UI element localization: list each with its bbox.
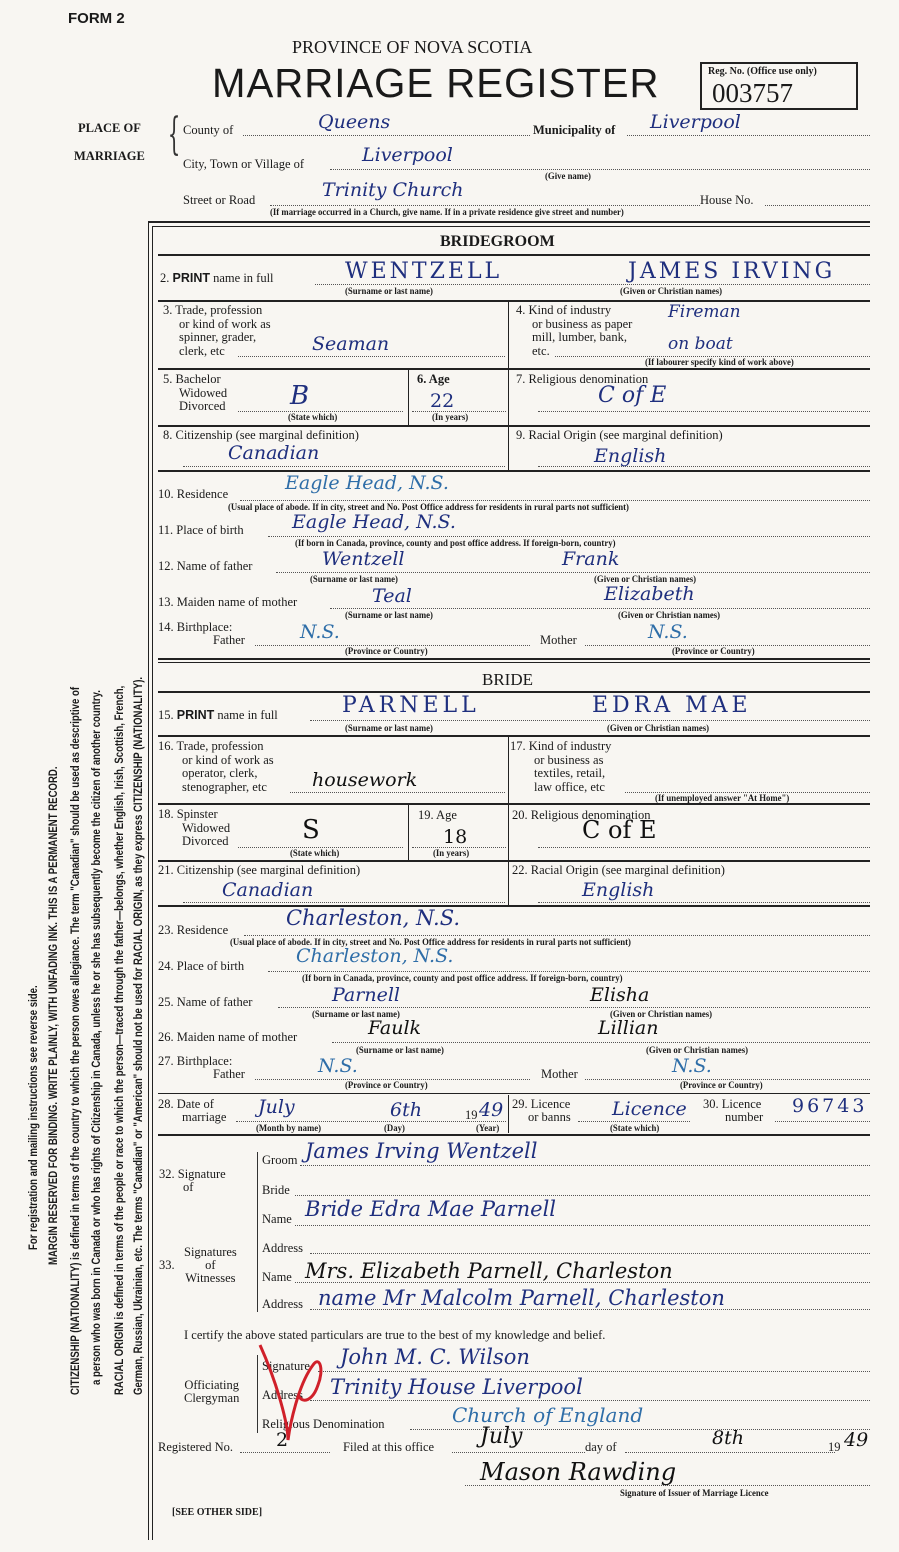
margin-note: a person who was born in Canada or who has rights of Citizenship in Canada, unless he or she has subsequently become the citizen of another country.	[89, 690, 103, 1385]
caption: (Surname or last name)	[356, 1046, 444, 1056]
groom-religion-label: 7. Religious denomination	[516, 372, 649, 386]
caption: (State which)	[290, 849, 340, 859]
bride-signature: Bride Edra Mae Parnell	[305, 1197, 556, 1221]
municipality-value: Liverpool	[650, 111, 741, 133]
street-label: Street or Road	[183, 193, 256, 207]
print-label: PRINT	[176, 708, 215, 722]
caption: (Usual place of abode. If in city, street and No. Post Office address for residents in rural parts not sufficient)	[228, 503, 629, 513]
l: Officiating	[184, 1378, 239, 1392]
l: 16. Trade, profession	[158, 739, 264, 753]
l: Clergyman	[184, 1391, 240, 1405]
groom-mother-birthplace: N.S.	[648, 621, 688, 643]
groom-mother-label: 13. Maiden name of mother	[158, 595, 298, 609]
bride-mother-bp-label: Mother	[541, 1067, 578, 1081]
margin-note: For registration and mailing instructions see reverse side.	[26, 985, 40, 1250]
margin-note: CITIZENSHIP (NATIONALITY) is defined in terms of the country to which the person owes allegiance. The term "Canadian" should be used as descriptive of	[68, 686, 82, 1395]
bride-name-label	[158, 709, 278, 722]
bride-religion: C of E	[582, 816, 657, 844]
form-number: FORM 2	[68, 10, 125, 27]
groom-status: B	[290, 381, 310, 411]
bride-father-birthplace: N.S.	[318, 1055, 358, 1077]
l: or business as paper	[532, 316, 633, 331]
caption: (Surname or last name)	[312, 1010, 400, 1020]
witness-address-label: Address	[262, 1241, 303, 1255]
registered-no-label: Registered No.	[158, 1440, 233, 1454]
groom-citizenship: Canadian	[228, 442, 320, 464]
groom-name-label	[160, 272, 274, 285]
margin-note: MARGIN RESERVED FOR BINDING. WRITE PLAINLY, WITH UNFADING INK. THIS IS A PERMANENT RECORD.	[46, 766, 60, 1265]
groom-father-label: 12. Name of father	[158, 559, 253, 573]
place-note: (If marriage occurred in a Church, give name. If in a private residence give street and number)	[270, 208, 624, 218]
l: 30. Licence	[703, 1097, 762, 1111]
bride-mother-given: Lillian	[598, 1017, 659, 1039]
groom-industry-label	[516, 304, 632, 358]
marriage-label: MARRIAGE	[74, 149, 145, 163]
filed-year: 49	[844, 1429, 869, 1451]
issuer-label: Signature of Issuer of Marriage Licence	[620, 1489, 769, 1499]
bride-surname: PARNELL	[342, 693, 480, 718]
caption: (Surname or last name)	[310, 575, 398, 585]
caption: (Day)	[384, 1124, 405, 1134]
bride-birth-label: 24. Place of birth	[158, 959, 245, 973]
bride-birth: Charleston, N.S.	[296, 945, 454, 967]
l: Widowed	[179, 385, 228, 400]
marriage-day: 6th	[390, 1099, 422, 1121]
caption: (Given or Christian names)	[620, 287, 723, 297]
filed-day: 8th	[712, 1427, 744, 1449]
margin-note: German, Russian, Ukrainian, etc. The terms "Canadian" or "American" should not be used for RACIAL ORIGIN, as they express CITIZENSHIP (NATIONALITY).	[131, 676, 145, 1395]
municipality-label: Municipality of	[533, 123, 616, 137]
groom-birth-label: 11. Place of birth	[158, 523, 244, 537]
reg-number: 003757	[712, 78, 793, 108]
caption: (Province or Country)	[345, 647, 428, 657]
margin-note: RACIAL ORIGIN is defined in terms of the people or race to which the person—traced through the father—belongs, whether English, Irish, Scottish, French,	[112, 685, 126, 1395]
caption: (Given or Christian names)	[618, 611, 721, 621]
caption: (Given or Christian names)	[607, 724, 710, 734]
groom-sig-label: Groom	[262, 1153, 298, 1167]
witness-1: Mrs. Elizabeth Parnell, Charleston	[305, 1259, 673, 1283]
clergy-address: Trinity House Liverpool	[330, 1375, 583, 1399]
witness2-name-label: Name	[262, 1270, 292, 1284]
groom-racial-label: 9. Racial Origin (see marginal definition)	[516, 428, 723, 442]
l: marriage	[182, 1110, 227, 1124]
groom-religion: C of E	[598, 383, 667, 408]
filed-label: Filed at this office	[343, 1440, 435, 1454]
caption: (Province or Country)	[680, 1081, 763, 1091]
place-label: PLACE OF	[78, 121, 141, 135]
bride-age-label: 19. Age	[418, 808, 457, 822]
witness2-address-label: Address	[262, 1297, 303, 1311]
bridegroom-heading: BRIDEGROOM	[440, 233, 555, 250]
clergy-signature: John M. C. Wilson	[340, 1345, 530, 1369]
caption: (Surname or last name)	[345, 287, 433, 297]
l: or business as	[534, 752, 604, 767]
l: mill, lumber, bank,	[532, 330, 627, 344]
caption: (Given or Christian names)	[610, 1010, 713, 1020]
caption: (In years)	[432, 413, 469, 423]
groom-residence: Eagle Head, N.S.	[285, 472, 449, 494]
name-label: name in full	[217, 708, 278, 722]
groom-mother-bp-label: Mother	[540, 633, 577, 647]
bride-status: S	[302, 815, 320, 845]
num: 2.	[160, 271, 170, 285]
l: 3. Trade, profession	[163, 303, 263, 317]
bride-status-label	[158, 808, 230, 849]
groom-father-bp-label: Father	[213, 633, 245, 647]
groom-status-label	[163, 373, 227, 414]
caption: (In years)	[433, 849, 470, 859]
l: or kind of work as	[182, 752, 274, 767]
l: 29. Licence	[512, 1097, 571, 1111]
groom-industry-2: on boat	[668, 334, 733, 354]
caption: (If labourer specify kind of work above)	[645, 358, 794, 368]
bride-trade: housework	[312, 769, 418, 791]
caption: (Surname or last name)	[345, 724, 433, 734]
groom-racial: English	[594, 445, 667, 467]
caption: (Given or Christian names)	[646, 1046, 749, 1056]
l: Signatures	[184, 1245, 237, 1259]
groom-given: JAMES IRVING	[628, 259, 836, 284]
licence-number: 96743	[792, 1095, 868, 1117]
province-title: PROVINCE OF NOVA SCOTIA	[292, 37, 533, 57]
certify-text: I certify the above stated particulars are true to the best of my knowledge and belief.	[184, 1328, 606, 1342]
licence-or-banns: Licence	[612, 1098, 687, 1120]
bride-sig-label: Bride	[262, 1183, 290, 1197]
groom-residence-label: 10. Residence	[158, 487, 229, 501]
l: of	[205, 1258, 216, 1272]
l: 5. Bachelor	[163, 372, 221, 386]
groom-industry: Fireman	[668, 302, 741, 322]
county-label: County of	[183, 123, 234, 137]
l: Divorced	[179, 399, 226, 413]
bride-citizenship: Canadian	[222, 879, 314, 901]
brace: {	[167, 109, 181, 160]
bride-religion-label: 20. Religious denomination	[512, 808, 651, 822]
caption: (Surname or last name)	[345, 611, 433, 621]
bride-age: 18	[443, 826, 468, 848]
marriage-year: 49	[479, 1099, 504, 1121]
l: textiles, retail,	[534, 766, 606, 780]
caption: (If unemployed answer "At Home")	[655, 794, 790, 804]
bride-father-given: Elisha	[590, 984, 650, 1006]
l: Witnesses	[185, 1271, 236, 1285]
groom-age: 22	[430, 390, 455, 412]
l: 28. Date of	[158, 1097, 214, 1111]
bride-birthplace-label: 27. Birthplace:	[158, 1054, 233, 1068]
l: stenographer, etc	[182, 779, 267, 794]
groom-surname: WENTZELL	[345, 259, 503, 284]
groom-birthplace-label: 14. Birthplace:	[158, 620, 233, 634]
groom-father-given: Frank	[562, 548, 620, 570]
clergy-label	[184, 1379, 239, 1405]
bride-racial-label: 22. Racial Origin (see marginal definition)	[512, 863, 725, 877]
caption: (State which)	[610, 1124, 660, 1134]
bride-father-label: 25. Name of father	[158, 995, 253, 1009]
witnesses-label	[159, 1246, 237, 1285]
brace	[257, 1152, 262, 1312]
clergy-denomination-label: Religious Denomination	[262, 1417, 385, 1431]
groom-age-label: 6. Age	[417, 372, 450, 386]
caption: (Month by name)	[256, 1124, 322, 1134]
date-label	[158, 1098, 226, 1124]
l: spinner, grader,	[179, 330, 257, 344]
l: or banns	[528, 1110, 571, 1124]
filed-month: July	[480, 1424, 523, 1449]
groom-signature: James Irving Wentzell	[305, 1139, 538, 1163]
bride-citizenship-label: 21. Citizenship (see marginal definition)	[158, 863, 361, 877]
bride-father-surname: Parnell	[332, 984, 400, 1006]
witness-2: name Mr Malcolm Parnell, Charleston	[318, 1286, 725, 1310]
groom-mother-surname: Teal	[372, 585, 412, 607]
clergy-denomination: Church of England	[452, 1403, 644, 1427]
caption: (Usual place of abode. If in city, street and No. Post Office address for residents in rural parts not sufficient)	[230, 938, 631, 948]
groom-trade-label	[163, 304, 271, 358]
licence-label	[512, 1098, 571, 1124]
signature-label	[159, 1168, 226, 1194]
groom-mother-given: Elizabeth	[604, 583, 695, 605]
bride-mother-surname: Faulk	[368, 1017, 422, 1039]
caption: (Given or Christian names)	[594, 575, 697, 585]
l: Divorced	[182, 834, 229, 848]
l: operator, clerk,	[182, 766, 258, 780]
bride-residence-label: 23. Residence	[158, 923, 229, 937]
city-label: City, Town or Village of	[183, 157, 305, 171]
day-of-label: day of	[585, 1440, 617, 1454]
year-prefix: 19	[465, 1108, 478, 1122]
groom-citizenship-label: 8. Citizenship (see marginal definition)	[163, 428, 359, 442]
groom-father-birthplace: N.S.	[300, 621, 340, 643]
red-check-mark	[258, 1325, 338, 1445]
l: 17. Kind of industry	[510, 739, 612, 753]
num: 33.	[159, 1258, 175, 1272]
l: of	[183, 1180, 194, 1194]
street-value: Trinity Church	[322, 179, 464, 201]
marriage-month: July	[258, 1096, 295, 1118]
caption: (State which)	[288, 413, 338, 423]
l: number	[725, 1110, 764, 1124]
name-label: name in full	[213, 271, 274, 285]
reg-number-label: Reg. No. (Office use only)	[708, 66, 817, 77]
licence-number-label	[703, 1098, 763, 1124]
bride-industry-label	[510, 740, 611, 794]
l: 18. Spinster	[158, 807, 218, 821]
caption: (Province or Country)	[345, 1081, 428, 1091]
bride-heading: BRIDE	[482, 670, 533, 689]
caption: (If born in Canada, province, county and post office address. If foreign-born, country)	[302, 974, 623, 984]
bride-trade-label	[158, 740, 274, 794]
l: clerk, etc	[179, 343, 225, 358]
city-value: Liverpool	[362, 144, 453, 166]
clergy-signature-label: Signature	[262, 1359, 310, 1373]
bride-given: EDRA MAE	[592, 693, 752, 718]
l: or kind of work as	[179, 316, 271, 331]
bride-mother-birthplace: N.S.	[672, 1055, 712, 1077]
l: Widowed	[182, 820, 231, 835]
see-other-side: [SEE OTHER SIDE]	[172, 1507, 263, 1518]
clergy-address-label: Address	[262, 1388, 303, 1402]
groom-trade: Seaman	[312, 333, 390, 355]
caption: (Province or Country)	[672, 647, 755, 657]
num: 15.	[158, 708, 174, 722]
caption: (If born in Canada, province, county and post office address. If foreign-born, country)	[295, 539, 616, 549]
house-no-label: House No.	[700, 193, 754, 207]
caption: (Year)	[476, 1124, 500, 1134]
groom-father-surname: Wentzell	[322, 548, 405, 570]
groom-birth: Eagle Head, N.S.	[292, 511, 456, 533]
registered-no: 2	[276, 1429, 289, 1451]
l: etc.	[532, 343, 550, 358]
give-name-caption: (Give name)	[545, 172, 591, 182]
l: 32. Signature	[159, 1167, 226, 1181]
filed-year-prefix: 19	[828, 1440, 841, 1454]
bride-residence: Charleston, N.S.	[286, 906, 461, 930]
bride-mother-label: 26. Maiden name of mother	[158, 1030, 298, 1044]
bride-racial: English	[582, 879, 655, 901]
issuer-signature: Mason Rawding	[480, 1458, 677, 1486]
l: 4. Kind of industry	[516, 303, 612, 317]
print-label: PRINT	[172, 271, 210, 285]
l: law office, etc	[534, 779, 605, 794]
bride-father-bp-label: Father	[213, 1067, 245, 1081]
witness-name-label: Name	[262, 1212, 292, 1226]
reg-number-box	[700, 62, 858, 110]
county-value: Queens	[318, 111, 391, 133]
page-title: MARRIAGE REGISTER	[212, 60, 660, 106]
